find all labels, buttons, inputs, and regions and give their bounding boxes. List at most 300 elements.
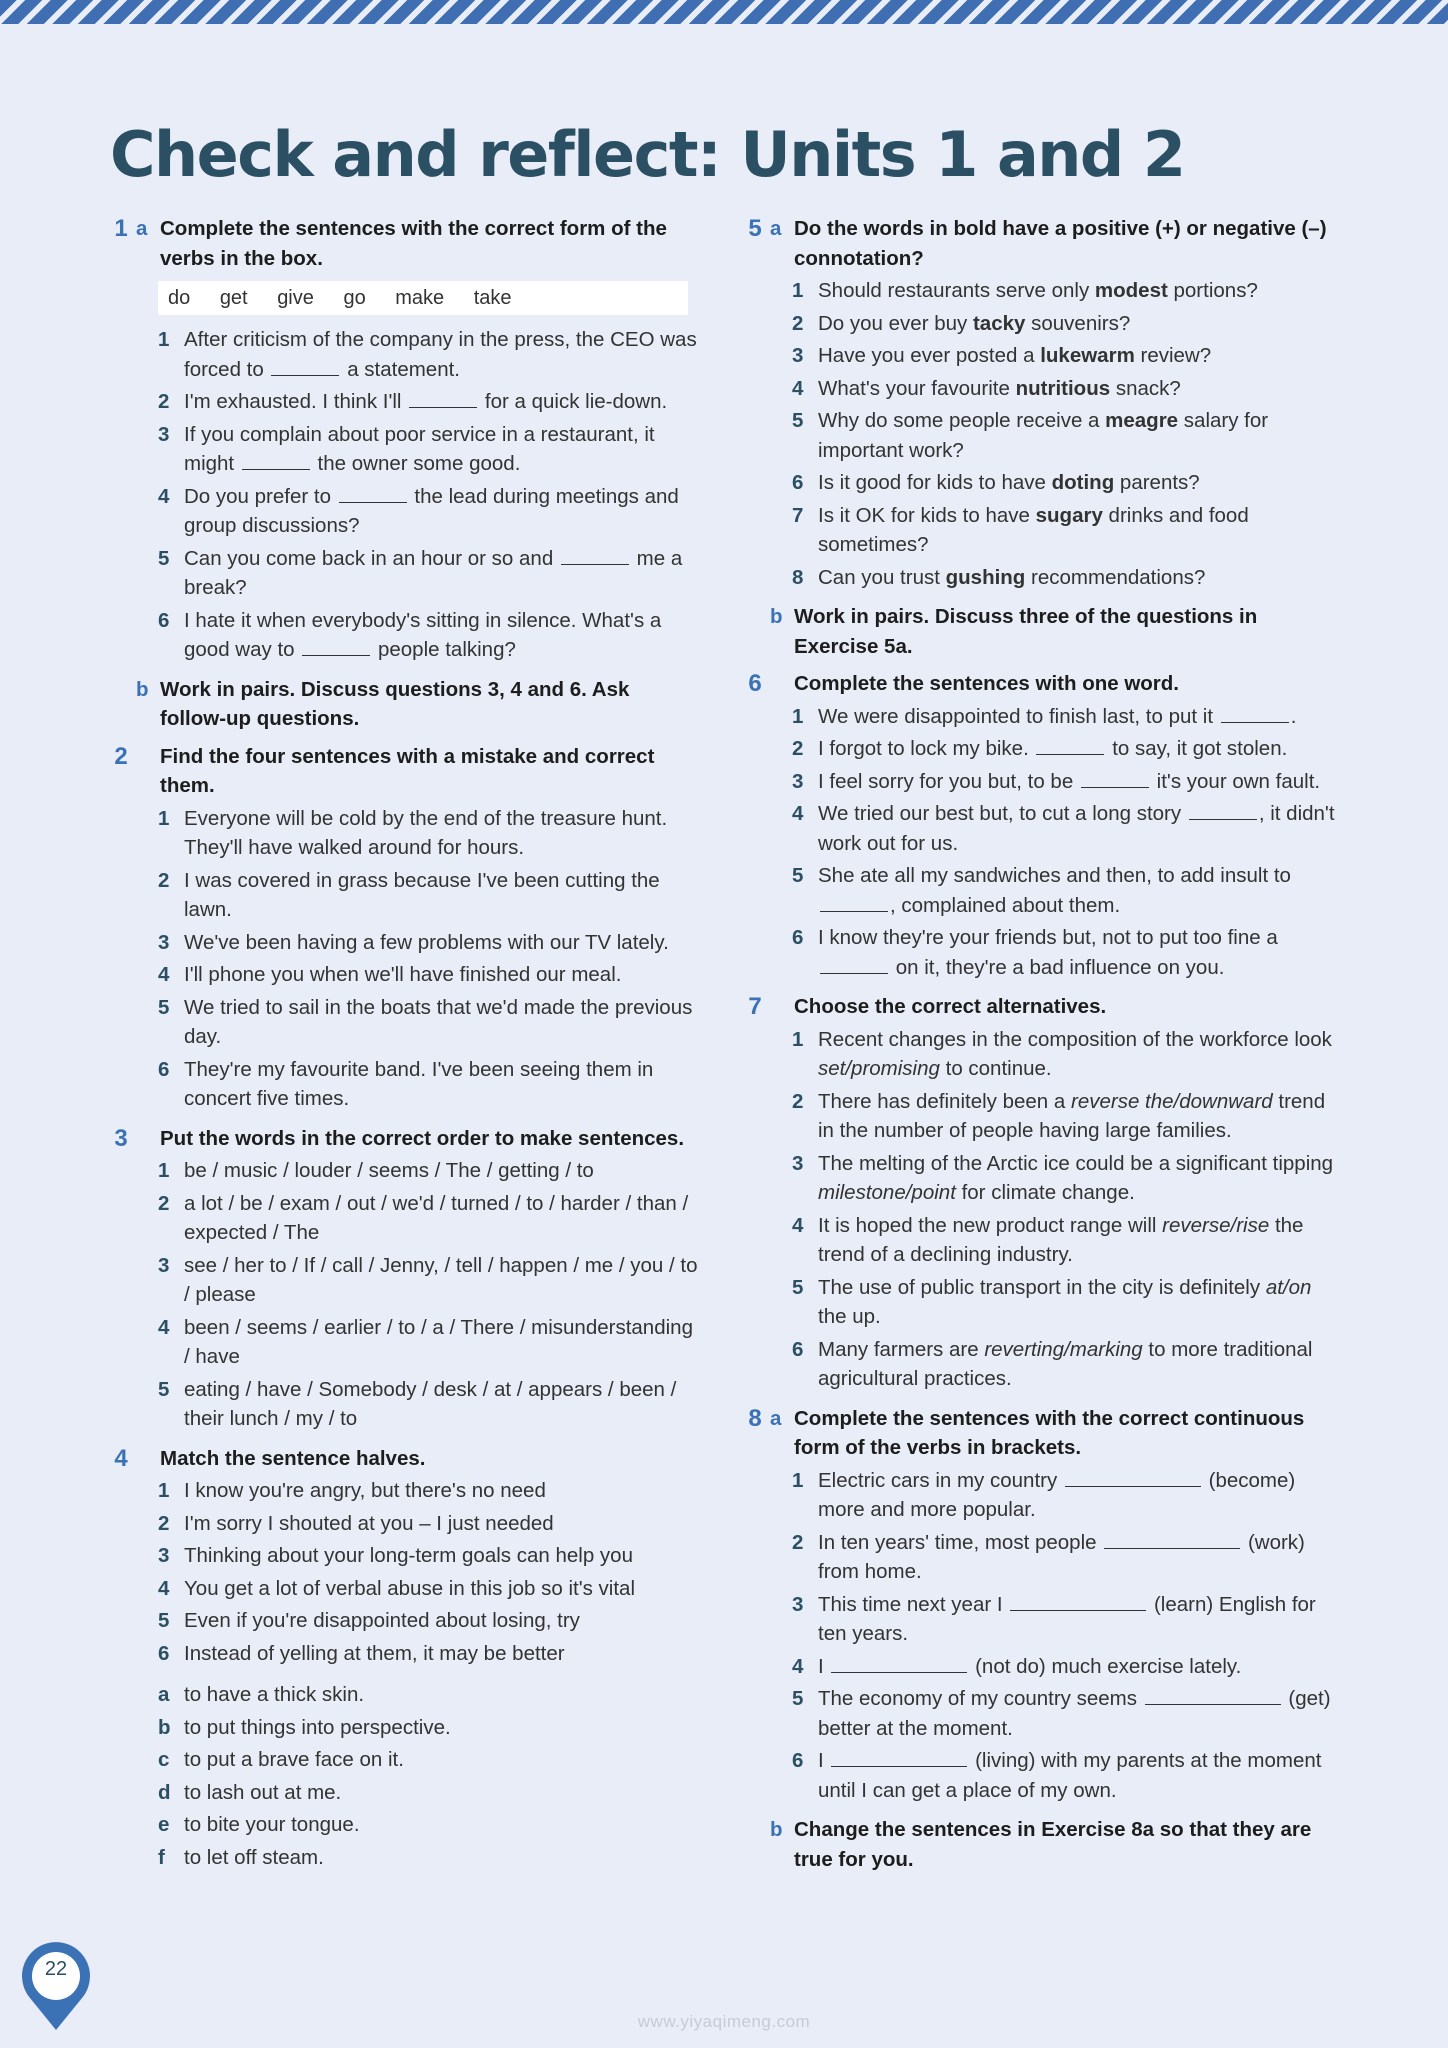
- exercise-instruction: Complete the sentences with one word.: [794, 672, 1180, 695]
- item-text: Even if you're disappointed about losing, try: [184, 1609, 580, 1632]
- item-number: 3: [158, 422, 170, 446]
- item-text: a lot / be / exam / out / we'd / turned / to / harder / than / expected / The: [184, 1191, 689, 1244]
- item-text: [818, 1335, 1342, 1394]
- exercise-instruction: Complete the sentences with the correct form of the verbs in the box.: [160, 217, 667, 270]
- exercise-5a-heading: [742, 214, 1342, 273]
- list-item: [158, 1541, 698, 1571]
- item-text-before: She ate all my sandwiches and then, to add insult to: [818, 864, 1291, 887]
- item-number: 5: [158, 546, 170, 570]
- bold-word: doting: [1051, 471, 1115, 494]
- list-item: [158, 387, 698, 417]
- exercise-number: 5: [748, 215, 762, 242]
- item-text-after: snack?: [1110, 376, 1181, 400]
- item-text: [818, 734, 1342, 764]
- item-number: 4: [158, 963, 170, 986]
- item-number: 6: [158, 1057, 170, 1081]
- page-number: 22: [44, 1958, 68, 1980]
- item-number: 1: [792, 1027, 804, 1051]
- item-text-after: (work) from home.: [818, 1530, 1305, 1583]
- item-text: [818, 1590, 1342, 1649]
- list-item: [158, 325, 698, 384]
- list-item: [158, 482, 698, 541]
- answer-blank[interactable]: [1010, 1592, 1146, 1611]
- item-number: 4: [158, 1576, 170, 1600]
- item-text-before: Electric cars in my country: [818, 1468, 1058, 1492]
- list-item: [792, 501, 1342, 560]
- answer-blank[interactable]: [242, 451, 310, 470]
- answer-blank[interactable]: [820, 955, 888, 974]
- exercise-number: 3: [114, 1124, 128, 1152]
- list-item: [792, 1528, 1342, 1587]
- list-item: [792, 923, 1342, 982]
- list-item: [158, 1476, 698, 1506]
- list-item: [158, 1778, 698, 1808]
- item-text: [184, 482, 698, 541]
- list-item: [792, 1211, 1342, 1270]
- alternatives[interactable]: reverse the/downward: [1071, 1089, 1273, 1113]
- answer-blank[interactable]: [1145, 1686, 1281, 1705]
- item-number: 4: [792, 376, 804, 400]
- item-text: to bite your tongue.: [184, 1813, 360, 1836]
- exercise-number: 1: [114, 215, 128, 242]
- list-item: [158, 1055, 698, 1114]
- list-item: [792, 734, 1342, 764]
- list-item: [792, 1590, 1342, 1649]
- item-text: [818, 309, 1342, 339]
- list-item: [158, 866, 698, 925]
- item-text-after: for climate change.: [955, 1181, 1135, 1204]
- exercise-6-heading: [742, 669, 1342, 699]
- bold-word: nutritious: [1015, 376, 1111, 400]
- item-text-after: review?: [1134, 344, 1212, 367]
- list-item: [158, 1375, 698, 1434]
- exercise-number: 8: [748, 1404, 762, 1432]
- item-text: [818, 563, 1342, 593]
- item-letter: f: [158, 1845, 165, 1869]
- item-text-before: The use of public transport in the city is definitely: [818, 1275, 1266, 1299]
- bold-word: meagre: [1105, 409, 1179, 432]
- exercise-instruction: Put the words in the correct order to make sentences.: [160, 1126, 685, 1150]
- item-number: 1: [158, 328, 170, 351]
- exercise-7-items: [792, 1025, 1342, 1394]
- item-text-after: .: [1290, 704, 1297, 728]
- item-text: Everyone will be cold by the end of the treasure hunt. They'll have walked around for hours.: [184, 806, 668, 859]
- item-text: [184, 325, 698, 384]
- item-text-before: It is hoped the new product range will: [818, 1213, 1163, 1237]
- item-text: [184, 606, 698, 665]
- item-number: 3: [792, 344, 804, 367]
- item-number: 5: [158, 1609, 170, 1632]
- exercise-instruction: Change the sentences in Exercise 8a so that they are true for you.: [794, 1818, 1312, 1871]
- item-text-before: What's your favourite: [818, 376, 1016, 400]
- answer-blank[interactable]: [831, 1748, 967, 1767]
- answer-blank[interactable]: [1104, 1530, 1240, 1549]
- list-item: [158, 1189, 698, 1248]
- item-text-after: on it, they're a bad influence on you.: [895, 955, 1225, 979]
- exercise-8a-items: [792, 1466, 1342, 1806]
- item-text: [818, 1087, 1342, 1146]
- bold-word: tacky: [972, 311, 1026, 335]
- item-number: 1: [792, 279, 804, 302]
- answer-blank[interactable]: [1189, 801, 1257, 820]
- list-item: [792, 341, 1342, 371]
- list-item: [158, 1745, 698, 1775]
- list-item: [158, 993, 698, 1052]
- item-text: to lash out at me.: [184, 1780, 342, 1804]
- list-item: [158, 1843, 698, 1873]
- answer-blank[interactable]: [1036, 736, 1104, 755]
- exercise-instruction: Work in pairs. Discuss questions 3, 4 and 6. Ask follow-up questions.: [160, 677, 630, 730]
- list-item: [792, 861, 1342, 920]
- word-box-item: give: [277, 287, 314, 309]
- answer-blank[interactable]: [1221, 704, 1289, 723]
- item-number: 6: [792, 926, 804, 949]
- item-text-before: I know they're your friends but, not to put too fine a: [818, 926, 1278, 949]
- list-item: [792, 309, 1342, 339]
- list-item: [792, 1466, 1342, 1525]
- item-text-after: , complained about them.: [890, 893, 1121, 917]
- item-number: 1: [158, 1479, 170, 1502]
- word-box-item: take: [473, 287, 512, 309]
- word-box-item: make: [395, 287, 445, 309]
- item-text: eating / have / Somebody / desk / at / appears / been / their lunch / my / to: [184, 1377, 677, 1430]
- item-text: Instead of yelling at them, it may be better: [184, 1641, 565, 1665]
- alternatives[interactable]: set/promising: [818, 1057, 940, 1080]
- answer-blank[interactable]: [1065, 1468, 1201, 1487]
- item-text-after: (become) more and more popular.: [818, 1468, 1296, 1521]
- item-letter: a: [158, 1683, 170, 1706]
- item-number: 4: [158, 484, 170, 508]
- list-item: [158, 1639, 698, 1669]
- item-text: [818, 1025, 1342, 1084]
- item-text: We've been having a few problems with our TV lately.: [184, 930, 669, 954]
- list-item: [792, 767, 1342, 797]
- item-letter: e: [158, 1813, 170, 1836]
- item-text: [818, 767, 1342, 797]
- item-text: [818, 374, 1342, 404]
- exercise-instruction: Do the words in bold have a positive (+) or negative (–) connotation?: [794, 217, 1327, 270]
- item-number: 6: [158, 1641, 170, 1665]
- item-text: [818, 1684, 1342, 1743]
- answer-blank[interactable]: [820, 893, 888, 912]
- item-text-before: Should restaurants serve only: [818, 279, 1095, 302]
- exercise-instruction: Complete the sentences with the correct continuous form of the verbs in brackets.: [794, 1406, 1305, 1459]
- item-text-before: Why do some people receive a: [818, 409, 1106, 432]
- item-text: [818, 341, 1342, 371]
- item-text: be / music / louder / seems / The / getting / to: [184, 1159, 594, 1182]
- bold-word: sugary: [1035, 503, 1103, 527]
- exercise-8b-heading: [742, 1815, 1342, 1874]
- list-item: [158, 1574, 698, 1604]
- right-column: [742, 214, 1342, 1877]
- item-number: 5: [158, 995, 170, 1019]
- item-text-before: In ten years' time, most people: [818, 1530, 1097, 1554]
- exercise-5a-items: [792, 276, 1342, 592]
- list-item: [158, 804, 698, 863]
- exercise-number: 2: [114, 742, 128, 770]
- list-item: [158, 1251, 698, 1310]
- answer-blank[interactable]: [831, 1654, 967, 1673]
- item-text: to have a thick skin.: [184, 1683, 365, 1706]
- item-text: I'm sorry I shouted at you – I just needed: [184, 1511, 554, 1535]
- list-item: [792, 276, 1342, 306]
- answer-blank[interactable]: [561, 546, 629, 565]
- item-text-after: the owner some good.: [317, 452, 521, 475]
- item-text-after: portions?: [1167, 279, 1258, 302]
- item-text-after: salary for important work?: [818, 409, 1269, 462]
- item-text-after: drinks and food sometimes?: [818, 503, 1249, 556]
- item-text-before: After criticism of the company in the press, the CEO was forced to: [184, 328, 697, 381]
- item-text-after: , it didn't work out for us.: [818, 802, 1335, 855]
- item-text-after: me a break?: [184, 546, 683, 599]
- exercise-1a-heading: [108, 214, 698, 273]
- item-number: 1: [158, 806, 170, 830]
- item-number: 3: [158, 1544, 170, 1567]
- item-text-after: (living) with my parents at the moment until I can get a place of my own.: [818, 1749, 1322, 1802]
- item-number: 2: [158, 868, 170, 892]
- item-text-after: people talking?: [377, 638, 516, 661]
- item-text: [818, 276, 1342, 306]
- item-text: to put things into perspective.: [184, 1715, 451, 1739]
- item-text: [818, 468, 1342, 498]
- item-text: [818, 1746, 1342, 1805]
- answer-blank[interactable]: [1081, 769, 1149, 788]
- item-text: [184, 544, 698, 603]
- item-text-after: for a quick lie-down.: [484, 390, 668, 413]
- item-number: 2: [158, 390, 170, 413]
- item-text-after: a statement.: [347, 357, 460, 381]
- item-text: I know you're angry, but there's no need: [184, 1479, 546, 1502]
- item-text-after: souvenirs?: [1025, 311, 1131, 335]
- item-text: been / seems / earlier / to / a / There / misunderstanding / have: [184, 1315, 693, 1368]
- bold-word: gushing: [945, 565, 1026, 589]
- item-letter: b: [158, 1715, 171, 1739]
- item-text-after: the up.: [818, 1305, 881, 1328]
- exercise-instruction: Find the four sentences with a mistake and correct them.: [160, 744, 655, 797]
- item-text-before: Many farmers are: [818, 1337, 985, 1361]
- item-text-before: I feel sorry for you but, to be: [818, 769, 1074, 793]
- exercise-7-heading: [742, 992, 1342, 1022]
- list-item: [792, 468, 1342, 498]
- item-text-before: I'm exhausted. I think I'll: [184, 390, 402, 413]
- item-text-before: Is it OK for kids to have: [818, 503, 1036, 527]
- list-item: [792, 1149, 1342, 1208]
- item-text-before: The melting of the Arctic ice could be a significant tipping: [818, 1151, 1334, 1175]
- item-letter: c: [158, 1748, 170, 1771]
- list-item: [158, 1713, 698, 1743]
- answer-blank[interactable]: [409, 389, 477, 408]
- item-text-after: it's your own fault.: [1156, 769, 1321, 793]
- item-text-before: There has definitely been a: [818, 1089, 1071, 1113]
- exercise-letter: a: [136, 217, 148, 240]
- item-text-before: This time next year I: [818, 1592, 1003, 1616]
- exercise-letter: b: [770, 605, 783, 628]
- item-text: We tried to sail in the boats that we'd made the previous day.: [184, 995, 693, 1048]
- exercise-4-items: [158, 1476, 698, 1668]
- answer-blank[interactable]: [302, 637, 370, 656]
- exercise-letter: a: [770, 1406, 782, 1430]
- exercise-number: 4: [114, 1444, 128, 1472]
- top-stripe-decoration: [0, 0, 1448, 24]
- word-box-item: get: [219, 287, 248, 309]
- left-column: [108, 214, 698, 1882]
- item-text-before: I forgot to lock my bike.: [818, 737, 1029, 760]
- item-number: 3: [158, 1253, 170, 1277]
- item-text-after: (get) better at the moment.: [818, 1687, 1331, 1740]
- list-item: [792, 1025, 1342, 1084]
- exercise-letter: b: [136, 677, 149, 701]
- list-item: [792, 1335, 1342, 1394]
- item-text: [818, 861, 1342, 920]
- item-text-after: (learn) English for ten years.: [818, 1592, 1316, 1645]
- answer-blank[interactable]: [339, 484, 407, 503]
- item-number: 3: [792, 1151, 804, 1175]
- alternatives[interactable]: milestone/point: [818, 1181, 956, 1204]
- item-text-before: I: [818, 1749, 824, 1772]
- page-title: Check and reflect: Units 1 and 2: [110, 118, 1185, 191]
- list-item: [792, 563, 1342, 593]
- word-box: [158, 281, 688, 315]
- exercise-instruction: Choose the correct alternatives.: [794, 995, 1107, 1018]
- exercise-instruction: Work in pairs. Discuss three of the questions in Exercise 5a.: [794, 605, 1258, 658]
- exercise-number: 7: [748, 993, 762, 1020]
- item-text-before: I: [818, 1654, 824, 1678]
- item-text: I was covered in grass because I've been cutting the lawn.: [184, 868, 660, 921]
- list-item: [158, 960, 698, 990]
- alternatives[interactable]: at/on: [1265, 1275, 1312, 1299]
- exercise-6-items: [792, 702, 1342, 983]
- item-number: 8: [792, 565, 804, 589]
- list-item: [158, 1680, 698, 1710]
- item-number: 4: [158, 1315, 170, 1339]
- item-text: [818, 1528, 1342, 1587]
- item-number: 2: [158, 1511, 170, 1535]
- list-item: [792, 799, 1342, 858]
- list-item: [158, 1156, 698, 1186]
- item-number: 5: [792, 409, 804, 432]
- item-number: 3: [158, 930, 170, 954]
- item-text: [818, 1211, 1342, 1270]
- item-text-after: to continue.: [939, 1057, 1052, 1080]
- list-item: [792, 1652, 1342, 1682]
- item-number: 2: [158, 1191, 170, 1215]
- item-number: 4: [792, 802, 804, 825]
- list-item: [158, 544, 698, 603]
- item-text: [184, 387, 698, 417]
- item-text: They're my favourite band. I've been seeing them in concert five times.: [184, 1057, 654, 1110]
- item-text: [818, 799, 1342, 858]
- item-text: [818, 1652, 1342, 1682]
- item-text-before: Do you prefer to: [184, 484, 331, 508]
- item-text: to put a brave face on it.: [184, 1748, 404, 1771]
- item-number: 4: [792, 1213, 804, 1237]
- item-text: [818, 923, 1342, 982]
- item-text: [818, 406, 1342, 465]
- item-text: [818, 501, 1342, 560]
- item-number: 6: [158, 608, 170, 632]
- item-text-after: the lead during meetings and group discussions?: [184, 484, 679, 537]
- item-number: 3: [792, 1592, 804, 1616]
- exercise-number: 6: [748, 670, 762, 697]
- list-item: [792, 1273, 1342, 1332]
- bold-word: lukewarm: [1040, 344, 1135, 367]
- exercise-instruction: Match the sentence halves.: [160, 1446, 426, 1470]
- item-number: 1: [792, 1468, 804, 1492]
- answer-blank[interactable]: [271, 357, 339, 376]
- list-item: [792, 1746, 1342, 1805]
- item-number: 1: [158, 1159, 170, 1182]
- item-text-before: The economy of my country seems: [818, 1687, 1138, 1710]
- list-item: [158, 606, 698, 665]
- item-text: [818, 1149, 1342, 1208]
- item-number: 3: [792, 769, 804, 793]
- item-text: to let off steam.: [184, 1845, 324, 1869]
- item-number: 5: [792, 864, 804, 887]
- item-number: 6: [792, 1337, 804, 1361]
- alternatives[interactable]: reverting/marking: [984, 1337, 1143, 1361]
- item-text-before: Have you ever posted a: [818, 344, 1041, 367]
- item-text: [818, 1466, 1342, 1525]
- exercise-1b-heading: [108, 675, 698, 734]
- list-item: [158, 420, 698, 479]
- item-number: 1: [792, 704, 804, 728]
- list-item: [792, 406, 1342, 465]
- item-text-before: Recent changes in the composition of the workforce look: [818, 1027, 1332, 1051]
- item-text: [818, 1273, 1342, 1332]
- item-text: see / her to / If / call / Jenny, / tell / happen / me / you / to / please: [184, 1253, 698, 1306]
- exercise-5b-heading: [742, 602, 1342, 661]
- item-text: You get a lot of verbal abuse in this job so it's vital: [184, 1576, 636, 1600]
- watermark: www.yiyaqimeng.com: [637, 2012, 811, 2031]
- item-text-before: Can you come back in an hour or so and: [184, 546, 554, 570]
- word-box-item: do: [168, 287, 191, 309]
- item-text-after: trend in the number of people having large families.: [818, 1089, 1326, 1142]
- item-number: 4: [792, 1654, 804, 1678]
- word-box-item: go: [343, 287, 366, 309]
- item-number: 2: [792, 737, 804, 760]
- alternatives[interactable]: reverse/rise: [1162, 1213, 1270, 1237]
- item-number: 6: [792, 1749, 804, 1772]
- list-item: [158, 1313, 698, 1372]
- item-text-after: to more traditional agricultural practices.: [818, 1337, 1313, 1390]
- exercise-letter: b: [770, 1818, 783, 1841]
- list-item: [792, 374, 1342, 404]
- item-number: 2: [792, 1530, 804, 1554]
- list-item: [158, 1606, 698, 1636]
- list-item: [792, 1087, 1342, 1146]
- list-item: [792, 1684, 1342, 1743]
- item-number: 2: [792, 1089, 804, 1113]
- item-number: 6: [792, 471, 804, 494]
- item-number: 5: [158, 1377, 170, 1401]
- item-letter: d: [158, 1780, 171, 1804]
- bold-word: modest: [1094, 279, 1168, 302]
- item-text-after: recommendations?: [1025, 565, 1206, 589]
- exercise-3-items: [158, 1156, 698, 1434]
- item-number: 5: [792, 1687, 804, 1710]
- exercise-4-heading: [108, 1444, 698, 1474]
- item-text-after: parents?: [1114, 471, 1200, 494]
- list-item: [792, 702, 1342, 732]
- exercise-1a-items: [158, 325, 698, 665]
- exercise-8a-heading: [742, 1404, 1342, 1463]
- exercise-2-heading: [108, 742, 698, 801]
- exercise-4-endings: [158, 1680, 698, 1872]
- item-number: 7: [792, 503, 804, 527]
- exercise-letter: a: [770, 217, 782, 240]
- item-text-before: We were disappointed to finish last, to put it: [818, 704, 1214, 728]
- item-text-before: Can you trust: [818, 565, 946, 589]
